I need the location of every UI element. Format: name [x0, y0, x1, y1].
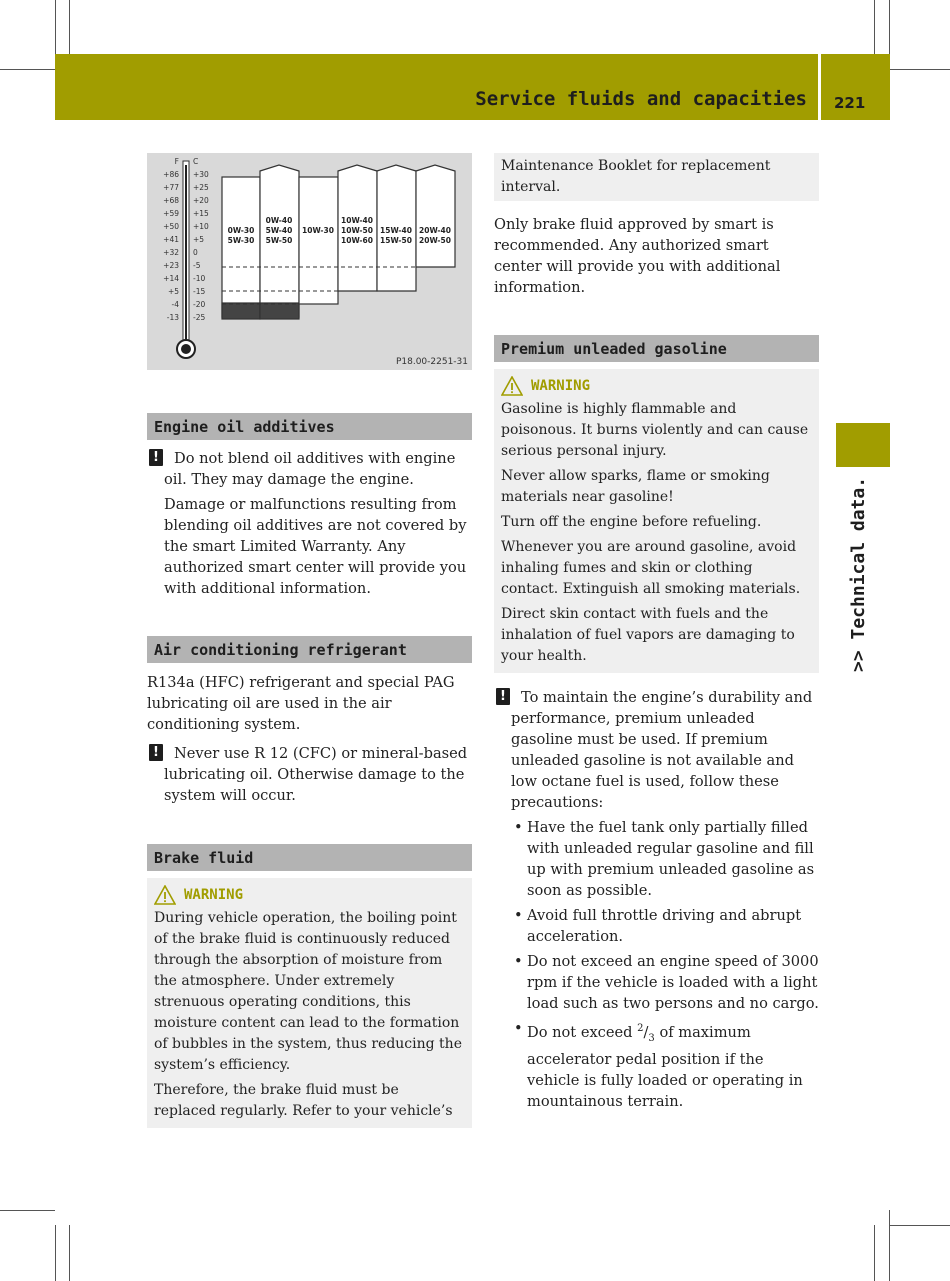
gasoline-warning-text: Direct skin contact with fuels and the inhalation of fuel vapors are damaging to your health.	[501, 606, 795, 664]
brake-fluid-warning-text-2: Therefore, the brake fluid must be replaced regularly. Refer to your vehicle’s	[154, 1082, 453, 1119]
premium-gasoline-heading: Premium unleaded gasoline	[494, 335, 819, 362]
crop-mark	[874, 0, 875, 54]
brake-fluid-warning-continued	[494, 153, 819, 201]
grade-label: 10W-40	[341, 216, 373, 225]
fraction-denominator: 3	[648, 1032, 655, 1044]
scale-f-label: +59	[163, 209, 179, 218]
scale-c-label: -10	[193, 274, 206, 283]
grade-label: 5W-30	[227, 236, 255, 245]
air-conditioning-note	[147, 743, 472, 806]
crop-mark	[55, 1225, 56, 1281]
crop-mark	[55, 0, 56, 54]
brake-fluid-heading: Brake fluid	[147, 844, 472, 871]
engine-oil-note	[147, 448, 472, 599]
air-conditioning-heading: Air conditioning refrigerant	[147, 636, 472, 663]
grade-column	[222, 177, 260, 317]
engine-oil-additives-heading: Engine oil additives	[147, 413, 472, 440]
brake-fluid-approved-text: Only brake fluid approved by smart is recommended. Any authorized smart center will provide you with additional information.	[494, 216, 781, 296]
gasoline-note	[494, 687, 819, 1112]
warning-triangle-icon	[154, 885, 176, 905]
scale-c-label: -20	[193, 300, 206, 309]
scale-f-label: +77	[163, 183, 179, 192]
scale-c-label: +10	[193, 222, 209, 231]
page-title: Service fluids and capacities	[475, 88, 807, 110]
list-item-text: Do not exceed	[527, 1023, 633, 1041]
scale-c-label: +15	[193, 209, 209, 218]
crop-mark	[0, 69, 55, 70]
scale-c-label: +30	[193, 170, 209, 179]
scale-c-label: -25	[193, 313, 206, 322]
warning-header	[154, 882, 465, 908]
warning-label: WARNING	[184, 887, 244, 903]
scale-f-label: +50	[163, 222, 179, 231]
crop-mark	[889, 0, 890, 54]
gasoline-warning-text: Gasoline is highly flammable and poisonous. It burns violently and can cause serious personal injury.	[501, 401, 809, 459]
scale-c-label: +5	[193, 235, 205, 244]
grade-label: 5W-40	[265, 226, 293, 235]
grade-column-dark	[222, 303, 260, 319]
grade-column	[416, 165, 455, 267]
gasoline-warning-text: Turn off the engine before refueling.	[501, 514, 762, 530]
grade-label: 10W-60	[341, 236, 373, 245]
warning-triangle-icon	[501, 376, 523, 396]
exclamation-icon: !	[149, 744, 163, 761]
right-column	[494, 153, 819, 1116]
scale-c-label: -15	[193, 287, 206, 296]
list-item: • Do not exceed an engine speed of 3000 rpm if the vehicle is loaded with a light load such as two persons and no cargo.	[511, 951, 819, 1014]
exclamation-icon: !	[149, 449, 163, 466]
gasoline-warning-box	[494, 369, 819, 673]
scale-f-label: -13	[166, 313, 179, 322]
grade-label: 5W-50	[265, 236, 293, 245]
scale-c-label: C	[193, 157, 199, 166]
brake-fluid-warning-box	[147, 878, 472, 1128]
grade-column-dark	[260, 303, 299, 319]
grade-column	[299, 177, 338, 304]
crop-mark	[69, 0, 70, 54]
scale-f-label: +68	[163, 196, 179, 205]
engine-oil-note-text-2: Damage or malfunctions resulting from blending oil additives are not covered by the smart Limited Warranty. Any authorized smart center will provide you with additional information.	[164, 496, 467, 597]
scale-f-label: +32	[163, 248, 179, 257]
fraction-numerator: 2	[637, 1023, 644, 1034]
list-item	[511, 1018, 819, 1112]
gasoline-warning-text: Whenever you are around gasoline, avoid inhaling fumes and skin or clothing contact. Extinguish all smoking materials.	[501, 539, 801, 597]
scale-c-label: +25	[193, 183, 209, 192]
gasoline-note-text: To maintain the engine’s durability and performance, premium unleaded gasoline must be used. If premium unleaded gasoline is not available and low octane fuel is used, follow these precautions:	[511, 689, 813, 811]
warning-header	[501, 373, 812, 399]
section-tab-marker	[836, 423, 890, 467]
gasoline-warning-text: Never allow sparks, flame or smoking materials near gasoline!	[501, 468, 770, 505]
scale-f-label: F	[174, 157, 179, 166]
crop-mark	[874, 1225, 875, 1281]
brake-fluid-warning-text: During vehicle operation, the boiling point of the brake fluid is continuously reduced through the absorption of moisture from the atmosphere. Under extremely strenuous operating conditions, this moisture content can lead to the formation of bubbles in the system, thus reducing the system’s efficiency.	[154, 910, 462, 1073]
grade-label: 0W-40	[265, 216, 293, 225]
grade-label: 15W-50	[380, 236, 412, 245]
exclamation-icon: !	[496, 688, 510, 705]
crop-mark	[889, 1210, 890, 1281]
warning-label: WARNING	[531, 378, 591, 394]
grade-label: 10W-30	[302, 226, 334, 235]
oil-viscosity-figure	[147, 153, 472, 370]
grade-label: 15W-40	[380, 226, 412, 235]
scale-f-label: +14	[163, 274, 179, 283]
list-item: • Avoid full throttle driving and abrupt acceleration.	[511, 905, 819, 947]
list-item: • Have the fuel tank only partially filled with unleaded regular gasoline and fill up with premium unleaded gasoline as soon as possible.	[511, 817, 819, 901]
grade-label: 0W-30	[227, 226, 255, 235]
scale-c-label: 0	[193, 248, 198, 257]
fraction: $^2/_3$	[637, 1023, 655, 1044]
scale-f-label: +23	[163, 261, 179, 270]
scale-f-label: -4	[171, 300, 179, 309]
header-band	[55, 54, 890, 120]
crop-mark	[890, 1225, 950, 1226]
crop-mark	[0, 1210, 55, 1211]
air-conditioning-body: R134a (HFC) refrigerant and special PAG lubricating oil are used in the air conditioning system.	[147, 674, 455, 733]
scale-c-label: -5	[193, 261, 201, 270]
grade-label: 20W-40	[419, 226, 451, 235]
header-separator	[818, 54, 821, 120]
left-column	[147, 153, 472, 1128]
list-item-text: of maximum accelerator pedal position if the vehicle is fully loaded or operating in mountainous terrain.	[527, 1023, 803, 1110]
air-conditioning-note-text: Never use R 12 (CFC) or mineral-based lubricating oil. Otherwise damage to the system will occur.	[164, 745, 468, 804]
scale-f-label: +41	[163, 235, 179, 244]
continued-text: Maintenance Booklet for replacement interval.	[501, 158, 771, 195]
grade-label: 10W-50	[341, 226, 373, 235]
figure-code: P18.00-2251-31	[395, 357, 468, 367]
scale-c-label: +20	[193, 196, 209, 205]
scale-f-label: +86	[163, 170, 179, 179]
engine-oil-note-text: Do not blend oil additives with engine oil. They may damage the engine.	[164, 450, 456, 488]
section-tab-label: >> Technical data.	[848, 476, 869, 672]
crop-mark	[69, 1225, 70, 1281]
thermometer-bulb-core	[181, 344, 191, 354]
scale-f-label: +5	[167, 287, 179, 296]
crop-mark	[890, 69, 950, 70]
page-number: 221	[834, 94, 866, 112]
grade-label: 20W-50	[419, 236, 451, 245]
